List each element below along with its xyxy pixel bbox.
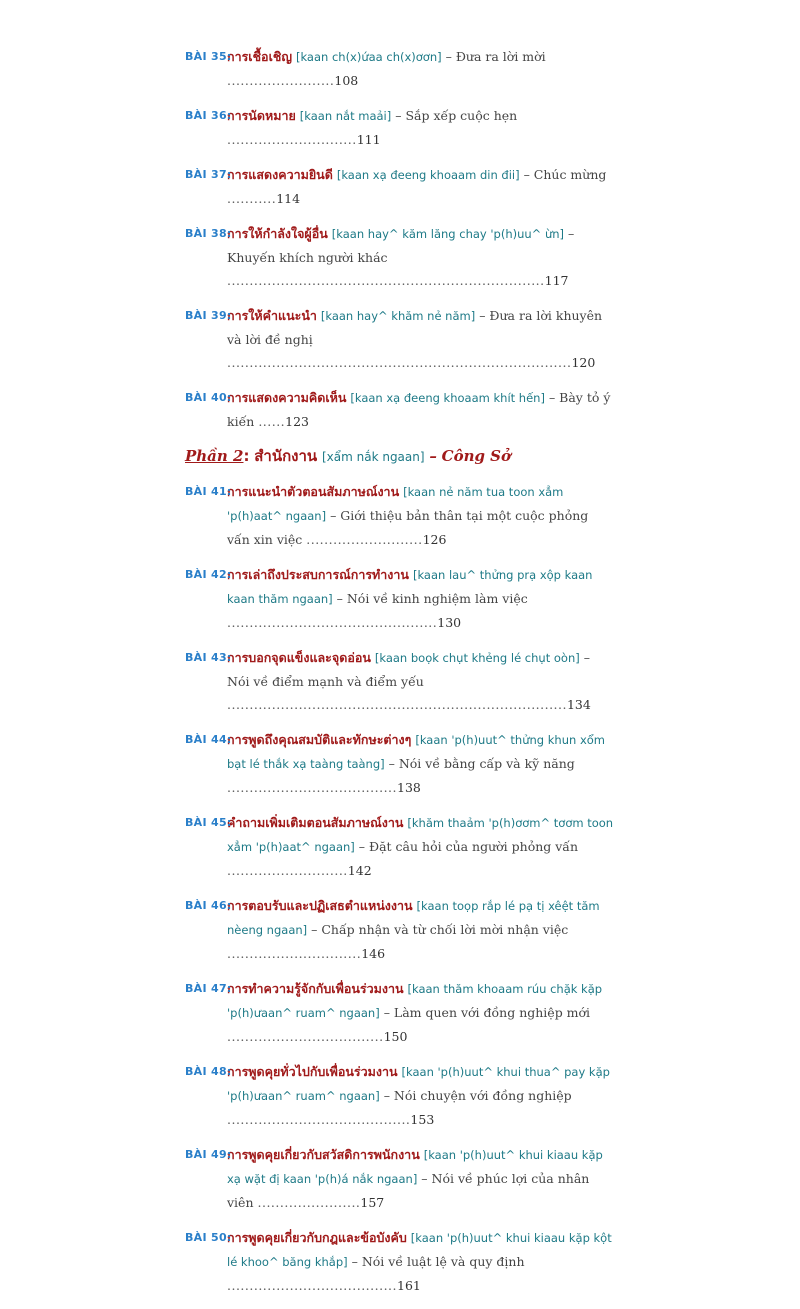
toc-entry[interactable] <box>185 1060 615 1131</box>
page-number: 138 <box>397 780 421 795</box>
leader-dots: ............................................................................. <box>227 355 572 370</box>
lesson-number: BÀI 48: <box>185 1065 232 1078</box>
part-heading <box>185 445 615 468</box>
lesson-romanization: [kaan hay^ kăm lăng chay 'p(h)uu^ ừn] <box>331 227 565 241</box>
lesson-viet-title: – Chúc mừng <box>523 167 607 182</box>
lesson-number: BÀI 44: <box>185 733 232 746</box>
lesson-viet-title: – Làm quen với đồng nghiệp mới <box>383 1005 591 1020</box>
lesson-viet-title: – Nói về phúc lợi của nhân viên <box>227 1171 590 1210</box>
lesson-thai-title: การตอบรับและปฏิเสธตำแหน่งงาน <box>227 898 413 913</box>
lesson-viet-title: – Khuyến khích người khác <box>227 226 575 265</box>
part-romanization: [xẩm nắk ngaan] <box>321 450 425 464</box>
toc-entry[interactable] <box>185 646 615 716</box>
lesson-romanization: [kaan xạ đeeng khoaam din đii] <box>336 168 520 182</box>
lesson-viet-title: – Đưa ra lời khuyên và lời đề nghị <box>227 308 603 347</box>
leader-dots: ............................................... <box>227 615 438 630</box>
leader-dots: ...... <box>258 414 286 429</box>
lesson-romanization: [kaan 'p(h)uut^ thửng khun xổm bạt lé thắk xạ taàng taàng] <box>227 733 605 771</box>
lesson-number: BÀI 42: <box>185 568 232 581</box>
lesson-thai-title: การให้คำแนะนำ <box>227 308 317 323</box>
leader-dots: .......................... <box>306 532 423 547</box>
lesson-viet-title: – Chấp nhận và từ chối lời mời nhận việc <box>311 922 569 937</box>
lesson-number: BÀI 49: <box>185 1148 232 1161</box>
lesson-number: BÀI 41: <box>185 485 232 498</box>
lesson-viet-title: – Nói về bằng cấp và kỹ năng <box>388 756 575 771</box>
lesson-thai-title: การแนะนำตัวตอนสัมภาษณ์งาน <box>227 484 400 499</box>
toc-entry[interactable] <box>185 977 615 1048</box>
lesson-viet-title: – Bày tỏ ý kiến <box>227 390 611 429</box>
lesson-number: BÀI 43: <box>185 651 232 664</box>
page-number: 117 <box>544 273 569 288</box>
lesson-romanization: [kaan 'p(h)uut^ khui kiaau kặp kột lé khoo^ băng khắp] <box>227 1231 612 1269</box>
lesson-thai-title: การแสดงความยินดี <box>227 167 333 182</box>
lesson-romanization: [kaan hay^ khăm nẻ năm] <box>320 309 476 323</box>
page-number: 142 <box>347 863 372 878</box>
toc-entry[interactable] <box>185 104 615 151</box>
toc-section-part1-tail <box>185 45 615 433</box>
lesson-romanization: [kaan thăm khoaam rúu chặk kặp 'p(h)ưaan^ ruam^ ngaan] <box>227 982 603 1020</box>
toc-entry[interactable] <box>185 728 615 799</box>
table-of-contents <box>185 45 615 1309</box>
lesson-romanization: [kaan 'p(h)uut^ khui thua^ pay kặp 'p(h)ưaan^ ruam^ ngaan] <box>227 1065 610 1103</box>
lesson-number: BÀI 39: <box>185 309 232 322</box>
leader-dots: ........................ <box>227 73 335 88</box>
page-number: 153 <box>410 1112 435 1127</box>
toc-entry[interactable] <box>185 163 615 210</box>
lesson-thai-title: การพูดคุยทั่วไปกับเพื่อนร่วมงาน <box>227 1064 398 1079</box>
lesson-romanization: [kaan ch(x)ứaa ch(x)ơơn] <box>295 50 442 64</box>
lesson-number: BÀI 35: <box>185 50 232 63</box>
leader-dots: ................................... <box>227 1029 384 1044</box>
page-number: 114 <box>276 191 301 206</box>
lesson-number: BÀI 45: <box>185 816 232 829</box>
part-thai-title: สำนักงาน <box>254 447 318 465</box>
lesson-viet-title: – Giới thiệu bản thân tại một cuộc phỏng vấn xin việc <box>227 508 589 547</box>
page-number: 161 <box>397 1278 421 1293</box>
toc-entry[interactable] <box>185 386 615 433</box>
lesson-thai-title: การเล่าถึงประสบการณ์การทำงาน <box>227 567 409 582</box>
leader-dots: ............................. <box>227 132 357 147</box>
leader-dots: .............................. <box>227 946 362 961</box>
lesson-thai-title: การบอกจุดแข็งและจุดอ่อน <box>227 650 371 665</box>
page-number: 130 <box>437 615 462 630</box>
lesson-romanization: [kaan lau^ thửng prạ xộp kaan kaan thăm ngaan] <box>227 568 593 606</box>
lesson-number: BÀI 38: <box>185 227 232 240</box>
toc-entry[interactable] <box>185 222 615 292</box>
leader-dots: ........................... <box>227 863 348 878</box>
lesson-thai-title: การพูดถึงคุณสมบัติและทักษะต่างๆ <box>227 732 412 747</box>
page-number: 123 <box>285 414 310 429</box>
toc-entry[interactable] <box>185 45 615 92</box>
lesson-viet-title: – Đặt câu hỏi của người phỏng vấn <box>358 839 579 854</box>
lesson-romanization: [khăm thaảm 'p(h)ơơm^ tơơm toon xẳm 'p(h)aat^ ngaan] <box>227 816 614 854</box>
lesson-thai-title: การพูดคุยเกี่ยวกับสวัสดิการพนักงาน <box>227 1147 420 1162</box>
lesson-viet-title: – Sắp xếp cuộc hẹn <box>395 108 518 123</box>
page-number: 120 <box>571 355 596 370</box>
lesson-viet-title: – Nói về kinh nghiệm làm việc <box>336 591 528 606</box>
lesson-viet-title: – Nói về luật lệ và quy định <box>351 1254 525 1269</box>
toc-entry[interactable] <box>185 1143 615 1214</box>
lesson-thai-title: การนัดหมาย <box>227 108 296 123</box>
toc-entry[interactable] <box>185 480 615 551</box>
lesson-romanization: [kaan toọp rắp lé pạ tị xêệt tăm nèeng ngaan] <box>227 899 600 937</box>
lesson-viet-title: – Nói chuyện với đồng nghiệp <box>383 1088 572 1103</box>
lesson-thai-title: คำถามเพิ่มเติมตอนสัมภาษณ์งาน <box>227 815 404 830</box>
lesson-romanization: [kaan boọk chụt khẻng lé chụt oòn] <box>374 651 580 665</box>
lesson-romanization: [kaan nẻ năm tua toon xẳm 'p(h)aat^ ngaan] <box>227 485 564 523</box>
lesson-thai-title: การทำความรู้จักกับเพื่อนร่วมงาน <box>227 981 404 996</box>
toc-entry[interactable] <box>185 894 615 965</box>
lesson-romanization: [kaan 'p(h)uut^ khui kiaau kặp xạ wặt đị kaan 'p(h)á nắk ngaan] <box>227 1148 603 1186</box>
lesson-thai-title: การเชื้อเชิญ <box>227 49 292 64</box>
leader-dots: ...................................... <box>227 1278 397 1293</box>
leader-dots: ...................................... <box>227 780 397 795</box>
leader-dots: ........... <box>227 191 277 206</box>
toc-entry[interactable] <box>185 1226 615 1297</box>
lesson-number: BÀI 37: <box>185 168 232 181</box>
lesson-thai-title: การแสดงความคิดเห็น <box>227 390 347 405</box>
part-dash: – <box>429 447 437 465</box>
lesson-romanization: [kaan xạ đeeng khoaam khít hến] <box>350 391 545 405</box>
toc-entry[interactable] <box>185 563 615 634</box>
lesson-viet-title: – Nói về điểm mạnh và điểm yếu <box>227 650 590 689</box>
lesson-number: BÀI 47: <box>185 982 232 995</box>
page-number: 134 <box>566 697 591 712</box>
lesson-thai-title: การให้กำลังใจผู้อื่น <box>227 226 328 241</box>
page-number: 150 <box>383 1029 408 1044</box>
part-colon: : <box>243 447 250 465</box>
lesson-thai-title: การพูดคุยเกี่ยวกับกฎและข้อบังคับ <box>227 1230 407 1245</box>
page-number: 146 <box>361 946 386 961</box>
part-viet-title: Công Sở <box>441 447 512 465</box>
leader-dots: ....................................................................... <box>227 273 545 288</box>
part-label: Phần 2 <box>185 447 244 465</box>
lesson-number: BÀI 36: <box>185 109 232 122</box>
page-number: 126 <box>422 532 447 547</box>
leader-dots: ......................................... <box>227 1112 411 1127</box>
leader-dots: ............................................................................ <box>227 697 567 712</box>
page-number: 108 <box>334 73 359 88</box>
lesson-number: BÀI 40: <box>185 391 232 404</box>
lesson-number: BÀI 50: <box>185 1231 232 1244</box>
lesson-number: BÀI 46: <box>185 899 232 912</box>
toc-entry[interactable] <box>185 304 615 374</box>
lesson-viet-title: – Đưa ra lời mời <box>445 49 546 64</box>
toc-entry[interactable] <box>185 811 615 882</box>
leader-dots: ....................... <box>257 1195 361 1210</box>
page-number: 111 <box>356 132 381 147</box>
toc-section-part2 <box>185 480 615 1297</box>
page-number: 157 <box>360 1195 385 1210</box>
lesson-romanization: [kaan nắt maải] <box>299 109 392 123</box>
